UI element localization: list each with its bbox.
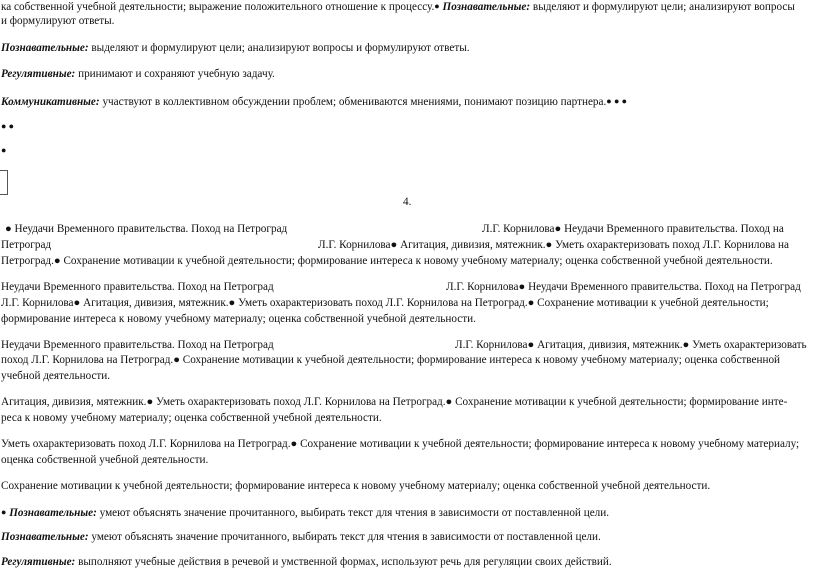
line-text: ка собственной учебной деятельности; выражение положительного отношение к процессу.: [1, 1, 435, 13]
text-line: Неудачи Временного правительства. Поход на Петроград: [1, 281, 274, 293]
text-line: Петроград: [1, 239, 52, 251]
page-number: 4.: [403, 196, 412, 208]
paragraph-cognitive: [1, 505, 609, 520]
section-label: Познавательные:: [1, 42, 89, 54]
paragraph-text: умеют объяснять значение прочитанного, выбирать текст для чтения в зависимости от поставленной цели.: [96, 507, 610, 519]
text-line: Петроград.● Сохранение мотивации к учебной деятельности; формирование интереса к новому учебному материалу; оценка собственной учебной деятельности.: [1, 255, 773, 267]
text-line: Агитация, дивизия, мятежник.● Уметь охарактеризовать поход Л.Г. Корнилова на Петроград.● Сохранение мотивации к учебной деятельности; формирование инте-: [1, 396, 788, 408]
section-label: Коммуникативные:: [1, 96, 100, 108]
bullet-icon: ●: [1, 507, 7, 517]
section-label: Познавательные:: [9, 507, 97, 519]
text-line: реса к новому учебному материалу; оценка собственной учебной деятельности.: [1, 412, 382, 424]
text-line: Л.Г. Корнилова● Агитация, дивизия, мятежник.● Уметь охарактеризовать: [455, 339, 807, 351]
section-label: Регулятивные:: [1, 556, 76, 568]
text-line: Уметь охарактеризовать поход Л.Г. Корнилова на Петроград.● Сохранение мотивации к учебной деятельности; формирование интереса к новому учебному материалу;: [1, 438, 800, 450]
text-line: Л.Г. Корнилова● Неудачи Временного правительства. Поход на: [482, 223, 784, 235]
text-line: учебной деятельности.: [1, 370, 111, 382]
paragraph-regulative: [1, 555, 612, 569]
paragraph-communicative: [1, 94, 627, 109]
bullet-icon: ● ●: [1, 121, 15, 131]
text-line: ● Неудачи Временного правительства. Поход на Петроград: [5, 223, 288, 235]
text-line: формирование интереса к новому учебному материалу; оценка собственной учебной деятельности.: [1, 313, 476, 325]
text-line: поход Л.Г. Корнилова на Петроград.● Сохранение мотивации к учебной деятельности; формирование интереса к новому учебному материалу; оценка собственной: [1, 354, 781, 366]
paragraph-cognitive: [1, 41, 470, 55]
paragraph-cognitive: [1, 530, 601, 544]
text-frame-edge: [0, 170, 8, 195]
section-label: Регулятивные:: [1, 68, 76, 80]
paragraph-text: принимают и сохраняют учебную задачу.: [75, 68, 275, 80]
text-line: и формулируют ответы.: [1, 15, 115, 27]
text-line: Л.Г. Корнилова● Агитация, дивизия, мятежник.● Уметь охарактеризовать поход Л.Г. Корнилова на Петроград.● Сохранение мотивации к учебной деятельности;: [1, 297, 769, 309]
bullet-icon: ● ● ●: [606, 96, 628, 106]
section-label: Познавательные:: [1, 531, 89, 543]
text-line: [1, 0, 795, 14]
text-line: оценка собственной учебной деятельности.: [1, 454, 209, 466]
line-text: выделяют и формулируют цели; анализируют вопросы: [530, 1, 795, 13]
text-line: Сохранение мотивации к учебной деятельности; формирование интереса к новому учебному материалу; оценка собственной учебной деятельности.: [1, 480, 711, 492]
paragraph-text: выделяют и формулируют цели; анализируют вопросы и формулируют ответы.: [88, 42, 470, 54]
bullet-icon: ●: [1, 145, 7, 155]
text-line: Л.Г. Корнилова● Неудачи Временного правительства. Поход на Петроград: [446, 281, 801, 293]
paragraph-text: выполняют учебные действия в речевой и умственной формах, используют речь для регуляции своих действий.: [75, 556, 612, 568]
bullet-icon: ●: [434, 1, 440, 11]
paragraph-text: участвуют в коллективном обсуждении проблем; обмениваются мнениями, понимают позицию партнера.: [99, 96, 607, 108]
text-line: Л.Г. Корнилова● Агитация, дивизия, мятежник.● Уметь охарактеризовать поход Л.Г. Корнилова на: [318, 239, 789, 251]
text-line: Неудачи Временного правительства. Поход на Петроград: [1, 339, 274, 351]
section-label: Познавательные:: [442, 1, 531, 13]
paragraph-text: умеют объяснять значение прочитанного, выбирать текст для чтения в зависимости от поставленной цели.: [88, 531, 601, 543]
paragraph-regulative: [1, 67, 275, 81]
